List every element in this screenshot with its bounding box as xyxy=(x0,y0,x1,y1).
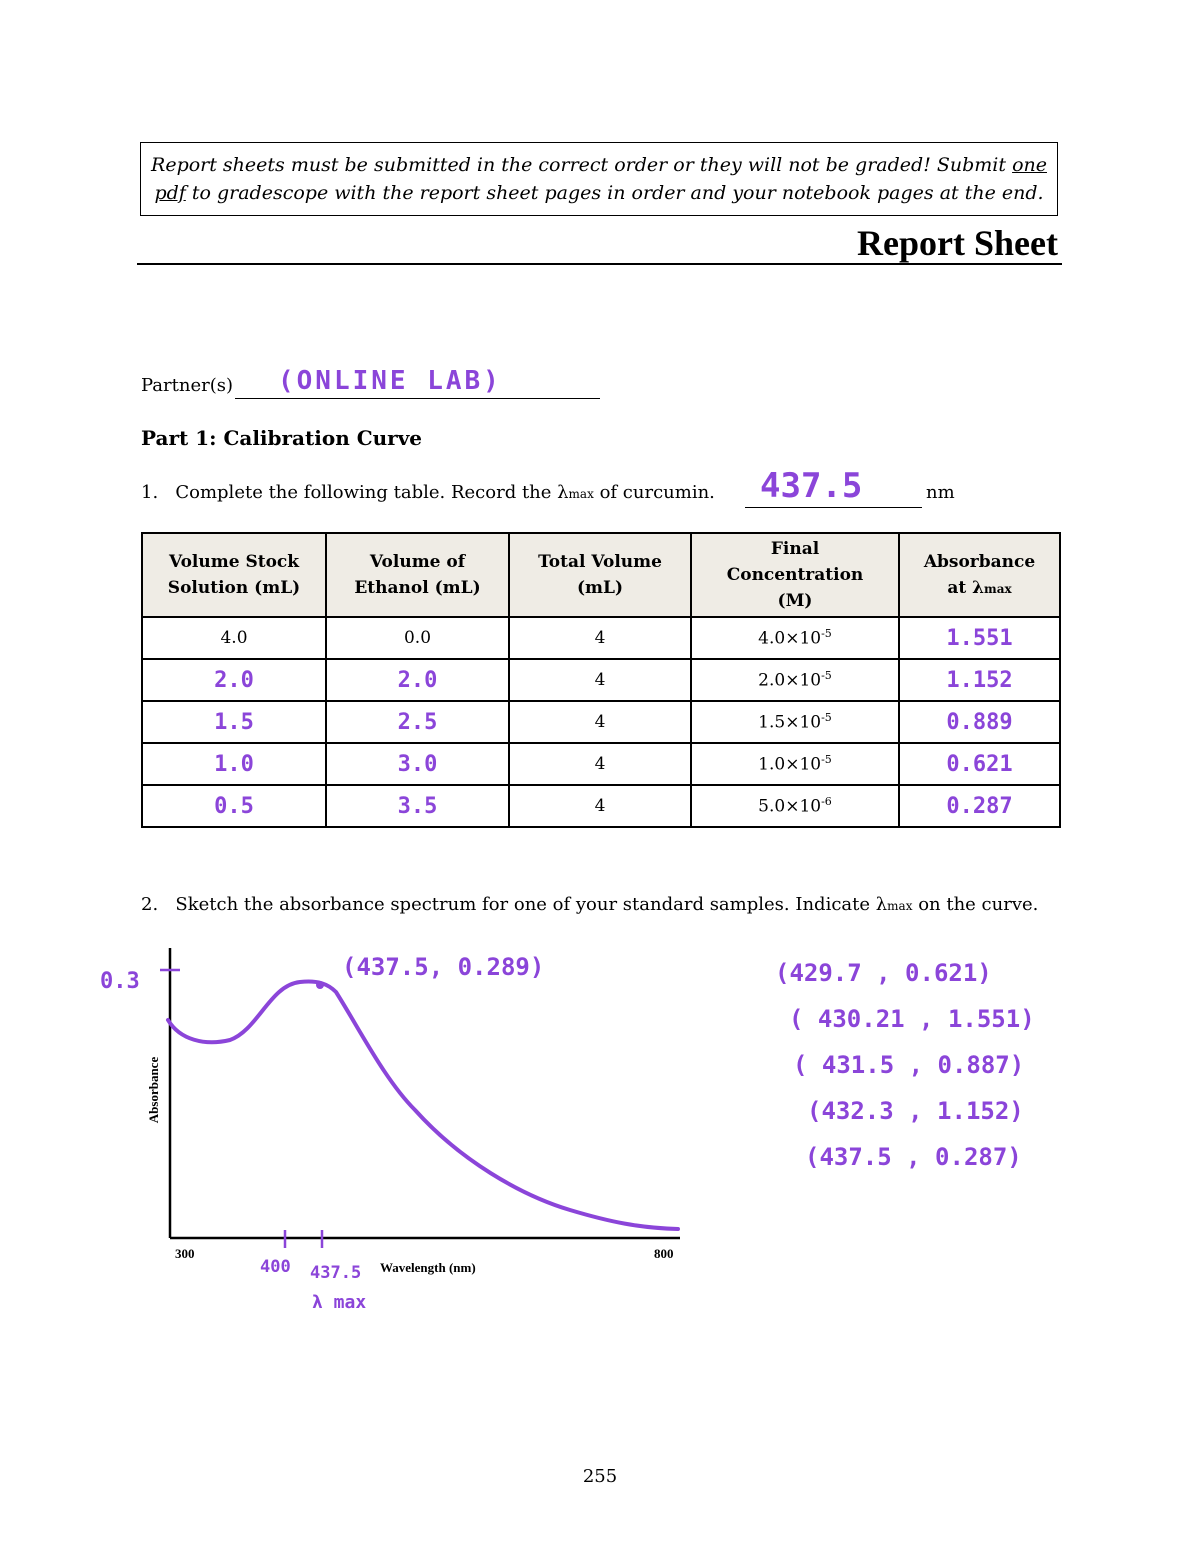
cell-concentration xyxy=(691,743,899,785)
lambda-max-note: λ max xyxy=(312,1292,367,1313)
cell-ethanol: 3.5 xyxy=(326,785,509,827)
header-volume-stock-text: Volume Stock Solution (mL) xyxy=(167,552,301,598)
lambda-max-answer: 437.5 xyxy=(760,466,863,506)
q1-text: Complete the following table. Record the λ xyxy=(175,482,569,503)
cell-total: 4 xyxy=(509,743,691,785)
cell-stock: 1.5 xyxy=(142,701,326,743)
q2-number: 2. xyxy=(141,894,159,915)
cell-ethanol: 3.0 xyxy=(326,743,509,785)
cell-total: 4 xyxy=(509,701,691,743)
header-volume-stock xyxy=(142,533,326,617)
conc-exponent: -5 xyxy=(821,753,832,767)
notice-underline-pdf: pdf xyxy=(154,182,186,204)
page-title: Report Sheet xyxy=(857,223,1058,263)
cell-ethanol: 2.0 xyxy=(326,659,509,701)
header-volume-ethanol-text: Volume of Ethanol (mL) xyxy=(354,552,481,598)
table-row xyxy=(142,617,1060,659)
header-total-volume xyxy=(509,533,691,617)
header-total-volume-text: Total Volume (mL) xyxy=(538,552,662,598)
notice-text-2: to gradescope with the report sheet pages in order and your notebook pages at the end. xyxy=(185,182,1044,204)
coordinate-list xyxy=(775,950,1035,1180)
header-absorbance xyxy=(899,533,1060,617)
cell-total: 4 xyxy=(509,785,691,827)
title-divider xyxy=(137,263,1062,265)
x-tick-800: 800 xyxy=(654,1246,674,1261)
peak-point xyxy=(316,981,324,989)
cell-stock: 1.0 xyxy=(142,743,326,785)
header-final-concentration-text: Final Concentration (M) xyxy=(726,539,864,611)
header-absorbance-text: Absorbance at λ xyxy=(923,551,1036,598)
coordinate-item: (437.5 , 0.287) xyxy=(805,1143,1022,1171)
conc-base: 2.0×10 xyxy=(758,670,822,691)
cell-concentration xyxy=(691,617,899,659)
q1-text-after: of curcumin. xyxy=(593,482,715,503)
absorbance-spectrum-sketch xyxy=(0,930,720,1330)
header-absorbance-subscript: max xyxy=(984,581,1012,596)
cell-ethanol: 2.5 xyxy=(326,701,509,743)
x-tick-300: 300 xyxy=(175,1246,195,1261)
lambda-max-blank-line xyxy=(745,507,922,508)
q2-subscript: max xyxy=(887,899,913,913)
header-volume-ethanol xyxy=(326,533,509,617)
partner-label: Partner(s) xyxy=(141,375,234,396)
conc-base: 5.0×10 xyxy=(758,796,822,817)
header-final-concentration xyxy=(691,533,899,617)
table-row xyxy=(142,659,1060,701)
partner-handwritten-value: (ONLINE LAB) xyxy=(278,366,502,396)
question-2 xyxy=(141,894,1038,915)
coordinate-item: ( 430.21 , 1.551) xyxy=(789,1005,1035,1033)
table-row xyxy=(142,743,1060,785)
conc-base: 1.0×10 xyxy=(758,754,822,775)
y-axis-label: Absorbance xyxy=(146,1056,161,1124)
conc-exponent: -5 xyxy=(821,669,832,683)
cell-stock: 0.5 xyxy=(142,785,326,827)
part1-heading: Part 1: Calibration Curve xyxy=(141,426,423,450)
conc-base: 1.5×10 xyxy=(758,712,822,733)
y-annotation: 0.3 xyxy=(100,969,140,994)
cell-absorbance: 1.551 xyxy=(899,617,1060,659)
cell-absorbance: 0.287 xyxy=(899,785,1060,827)
q1-unit: nm xyxy=(926,482,955,503)
table-header-row xyxy=(142,533,1060,617)
notice-text-1: Report sheets must be submitted in the correct order or they will not be graded! Submit xyxy=(151,154,1013,176)
question-1 xyxy=(141,482,715,503)
cell-ethanol: 0.0 xyxy=(326,617,509,659)
cell-concentration xyxy=(691,785,899,827)
cell-stock: 4.0 xyxy=(142,617,326,659)
coordinate-item: (432.3 , 1.152) xyxy=(807,1097,1024,1125)
cell-total: 4 xyxy=(509,659,691,701)
conc-exponent: -5 xyxy=(821,627,832,641)
submission-notice xyxy=(140,142,1058,216)
hand-tick-400: 400 xyxy=(260,1257,291,1277)
x-axis-label: Wavelength (nm) xyxy=(380,1260,476,1275)
q1-subscript: max xyxy=(568,487,594,501)
spectrum-curve xyxy=(168,981,678,1229)
page-number: 255 xyxy=(582,1466,618,1487)
coordinate-item: ( 431.5 , 0.887) xyxy=(793,1051,1025,1079)
cell-absorbance: 0.621 xyxy=(899,743,1060,785)
cell-concentration xyxy=(691,701,899,743)
table-row xyxy=(142,701,1060,743)
cell-absorbance: 0.889 xyxy=(899,701,1060,743)
peak-label: (437.5, 0.289) xyxy=(342,953,545,981)
hand-ticks xyxy=(160,970,322,1248)
partner-blank-line xyxy=(235,398,600,399)
table-row xyxy=(142,785,1060,827)
conc-base: 4.0×10 xyxy=(758,628,822,649)
hand-tick-lambda-max: 437.5 xyxy=(310,1263,362,1283)
q1-number: 1. xyxy=(141,482,159,503)
q2-text: Sketch the absorbance spectrum for one of your standard samples. Indicate λ xyxy=(175,894,888,915)
cell-concentration xyxy=(691,659,899,701)
cell-total: 4 xyxy=(509,617,691,659)
conc-exponent: -5 xyxy=(821,711,832,725)
q2-text-after: on the curve. xyxy=(912,894,1039,915)
coordinate-item: (429.7 , 0.621) xyxy=(775,959,992,987)
cell-stock: 2.0 xyxy=(142,659,326,701)
notice-underline-one: one xyxy=(1012,154,1047,176)
conc-exponent: -6 xyxy=(821,795,832,809)
calibration-table xyxy=(141,532,1061,828)
cell-absorbance: 1.152 xyxy=(899,659,1060,701)
